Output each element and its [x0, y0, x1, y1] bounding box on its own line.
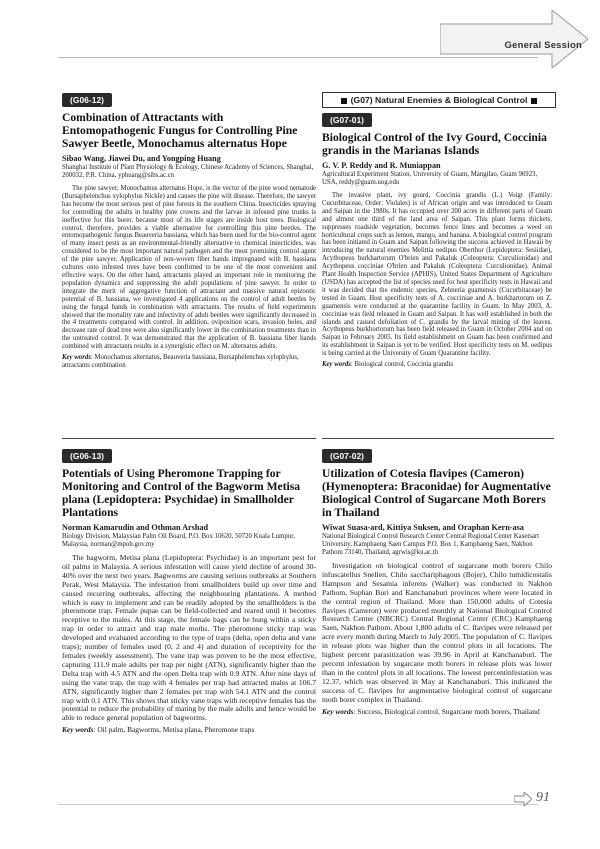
article-separator	[322, 438, 554, 439]
square-bullet-icon	[341, 98, 347, 104]
article-code: (G06-12)	[62, 93, 112, 107]
article-affiliation: National Biological Control Research Center Central Regional Center Kasetsart University, Kamphaeng Saen Campus P.O. Box 1, Kamphaeng Saen, Nakhon Pathom 73140, Thailand, agrwis@ku.ac.th	[322, 533, 540, 556]
article-title: Combination of Attractants with Entomopathogenic Fungus for Controlling Pine Sawyer Beetle, Monochamus alternatus Hope	[62, 111, 298, 150]
article-keywords: Key words: Success, Biological control, Sugarcane moth borers, Thailand	[322, 706, 540, 716]
article-authors: Sibao Wang, Jiawei Du, and Yongping Huang	[62, 154, 221, 163]
header-arrow-icon	[440, 10, 588, 68]
article-authors: Norman Kamarudin and Othman Arshad	[62, 523, 209, 532]
article-keywords: Key words: Biological control, Coccinia grandis	[322, 361, 454, 369]
article-title: Biological Control of the Ivy Gourd, Coccinia grandis in the Marianas Islands	[322, 131, 547, 157]
keywords-label: Key words	[322, 361, 351, 369]
keywords-text: Biological control, Coccinia grandis	[354, 361, 454, 369]
session-box-label: (G07) Natural Enemies & Biological Control	[350, 95, 528, 105]
header-rule	[58, 57, 538, 58]
article-authors: G. V. P. Reddy and R. Muniappan	[322, 161, 441, 170]
article-affiliation: Agricultural Experiment Station, University of Guam, Mangilao, Guam 96923, USA, reddy@guam.uog.edu	[322, 171, 538, 186]
keywords-label: Key words	[62, 725, 94, 735]
article-abstract: The pine sawyer, Monochamus alternatus Hope, is the vector of the pine wood nematode (Bursaphelenchus xylophylus Nickle) and causes the pine wilt disease. Therefore, the sawyer has become the most serious pest of pine forests in the southern China. Insecticides spraying for controlling the adults in healthy pine crowns and the larvae in infested pine trunks is ineffective for this borer, because most of its life stages are inside host trees. Biological control, therefore, provides a viable alternative for controlling this pine beetles. The entomopathogenic fungus Beauveria bassiana, which has been used for the bio-control agent of many insect pests as an environmental-friendly alternative to chemical insecticides, was considered to be the most important natural pathogen and the most promising control agent of the pine sawyer. Application of non-woven fiber bands impregnated with B. bassiana cultures onto infested trees have been confirmed to be one of the most convenient and effective ways. On the other hand, attractants played an important role in monitoring the population dynamics and suppressing the adult populations of pine sawyer. In order to integrate the merit of aggregative function of attractant and massive natural epizootic potential of B. bassiana, we investigated 4 applications on the control of adult beetles by using the fungal bands in combination with attractants. The results of field experiments showed that the mortality rate and infectivity of adult beetles were significantly decreased in the 4 treatments compared with control. In addition, oviposition scars, invasion holes, and decrease rate of dead tree were also significantly lower in the combination treatments than in the untreated control. It was demonstrated that the application of B. bassiana fiber bands combined with attractants results in a synergistic effect on M. alternatus adults.	[62, 185, 316, 351]
article-abstract: The invasive plant, ivy gourd, Coccinia grandis (L.) Voigt (Family: Cucurbitaceae, Order: Violales) is of African origin and was introduced to Guam and Saipan in the 1980s. It has occupied over 200 acres in different parts of Guam and almost one third of the land area of Saipan. This plant forms thickets, suppresses roadside vegetation, becomes fence lines and becomes a weed on horticultural crops such as lemon, mango, and banana. A biological control program has been initiated in Guam and Saipan following the success achieved in Hawaii by introducing the natural enemies Melittia oedipus Oberthor (Lepidoptera: Sesiidae), Acythopeus burkhartorum O'brien and Pakaluk (Coleoptera: Curculionidae) and Acythopeus cocciniae O'brien and Pakaluk (Coleoptera: Curculionidae). Animal Plant Health Inspection Service (APHIS), United States Department of Agriculture (USDA) has accepted the list of species used for host specificity tests in Hawaii and it was decided that the endemic species, Zehneria guamensis (Cucurbitaceae) be tested in Guam. Host specificity tests of A. cocciniae and A. burkhartorum on Z. guamensis were conducted at the quarantine facility in Guam. In May 2003, A. cocciniae was field released in Guam and Saipan. It has well established in both the islands and caused defoliation of C. grandis by the larval mining of the leaves. Acythopeus burkhortorum has been field released in Guam in October 2004 and on Saipan in February 2005. Its field establishment on Guam has been confirmed and its establishment in Saipan is yet to be verified. Host specificity tests on M. oedipus is being carried at the University of Guam Quarantine facility.	[322, 192, 552, 358]
keywords-text: Oil palm, Bagworms, Metisa plana, Pheromone traps	[97, 725, 255, 735]
article-separator	[62, 438, 316, 439]
article-keywords: Key words: Oil palm, Bagworms, Metisa plana, Pheromone traps	[62, 725, 255, 735]
footer-arrow-icon	[514, 792, 532, 806]
article-g06-12	[62, 90, 316, 370]
article-g07-01	[322, 110, 552, 369]
article-g06-13	[62, 446, 316, 735]
keywords-label: Key words	[322, 706, 354, 716]
session-box	[322, 92, 556, 108]
article-affiliation: Shanghai Institute of Plant Physiology & Ecology, Chinese Academy of Sciences, Shanghai, 200032, P.R. China, yphuang@sibs.ac.cn	[62, 164, 314, 179]
keywords-label: Key words	[62, 354, 91, 362]
article-title: Potentials of Using Pheromone Trapping for Monitoring and Control of the Bagworm Metisa plana (Lepidoptera: Psychidae) in Smallholder Plantations	[62, 467, 301, 519]
article-abstract: Investigation on biological control of sugarcane moth borers Chilo infuscatellus Snellen, Chilo sacchariphagous (Bojer), Chilo tumidicostalis Hampson and Sesamia inferens (Walker) was conducted in Nakhon Pathom, Suphan Buri and Kanchanaburi provinces where were located in the central region of Thailand. More than 150,000 adults of Cotesia flavipes (Cameron) were produced monthly at National Biological Control Research Center (NBCRC) Central Regional Center (CRC) Kamphaeng Saen, Nakhon Pathom. About 1,800 adults of C. flavipes were released per acre every month during March to July 2005. The population of C. flavipes in release plots was higher than the control plots in all locations. The highest percent parasitization was 39.96 in April at Kanchanaburi. The percent infestation by sugarcane moth borers in release plots was lower than in the control plots in all locations. The lowest percentinfestation was 12.37, which was observed in May at Kanchanaburi. This indicated the success of C. flavipes for augmentative biological control of sugarcane moth borer complex in Thailand.	[322, 561, 552, 704]
article-code: (G07-02)	[322, 449, 372, 463]
article-abstract: The bagworm, Metisa plana (Lepidoptera: Psychidae) is an important pest for oil palms in Malaysia. A serious infestation will cause yield decline of around 30-40% over the next two years. Bagworms are causing serious outbreaks at Southern Perak, West Malaysia. The infestation from smallholders build up over time and caused recurring outbreaks, affecting the neighbouring plantations. A method which is easy to implement and can be readily adopted by the smallholders is the pheromone trap. Female pupae can be field-collected and reared until it becomes receptive to the males. At this stage, the female bags can be hung within a sticky trap in order to attract and trap male moths. The pheromone sticky trap was developed and evaluated according to the type of traps (delta, open delta and vane traps); number of females used (0, 2 and 4) and duration of receptivity for the females (weekly assessment). The vane trap was proven to be the most effective, capturing 111.9 male adults per trap per night (ATN), significantly higher than the Delta trap with 4.5 ATN and the open Delta trap with 0.9 ATN. After nine days of using the vane trap, the trap with 4 females per trap had attracted males at 106.7 ATN, significantly higher than 2 females per trap with 54.1 ATN and the control trap with 0.1 ATN. This shows that sticky vane traps with receptive females has the potential to reduce the probability of mating by the male adults and hence would be able to reduce general population of bagworms.	[62, 553, 316, 723]
article-title: Utilization of Cotesia flavipes (Cameron) (Hymenoptera: Braconidae) for Augmentative Biological Control of Sugarcane Moth Borers in Thailand	[322, 467, 551, 519]
article-keywords: Key words: Monochamus alternatus, Beauveria bassiana, Bursaphelenchus xylophylus, attractants combination	[62, 354, 299, 370]
article-g07-02	[322, 446, 552, 716]
keywords-text: Success, Biological control, Sugarcane moth borers, Thailand	[357, 706, 540, 716]
article-authors: Wiwat Suasa-ard, Kittiya Suksen, and Oraphan Kern-asa	[322, 523, 524, 532]
session-title: General Session	[504, 40, 582, 51]
article-affiliation: Biology Division, Malaysian Palm Oil Board, P.O. Box 10620, 50720 Kuala Lumpur, Malaysia, norman@mpob.gov.my	[62, 533, 295, 548]
footer-rule	[58, 804, 538, 805]
square-bullet-icon	[531, 98, 537, 104]
article-code: (G06-13)	[62, 449, 112, 463]
keywords-text: Monochamus alternatus, Beauveria bassiana, Bursaphelenchus xylophylus, attractants combination	[62, 354, 299, 370]
page-number: 91	[536, 790, 550, 805]
article-code: (G07-01)	[322, 113, 372, 127]
